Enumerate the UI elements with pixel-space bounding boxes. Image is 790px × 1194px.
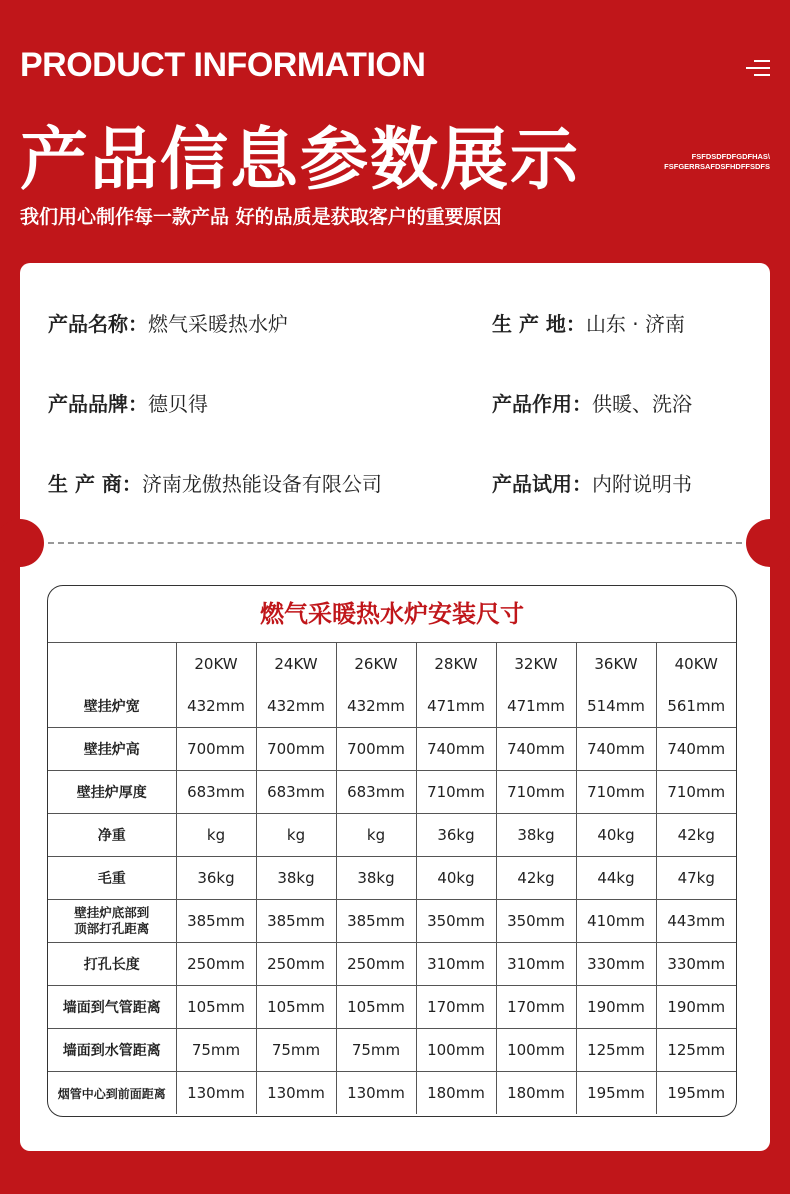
table-cell: 471mm [416,685,496,728]
table-cell: 432mm [336,685,416,728]
table-cell: 330mm [656,943,736,986]
table-cell: 40kg [416,857,496,900]
table-cell: 710mm [496,771,576,814]
table-header-cell: 40KW [674,655,718,673]
table-header-cell: 26KW [336,643,416,685]
table-cell: 42kg [496,857,576,900]
table-cell: 683mm [336,771,416,814]
table-title: 燃气采暖热水炉安装尺寸 [48,586,736,643]
table-cell: 40kg [576,814,656,857]
subtitle: 我们用心制作每一款产品 好的品质是获取客户的重要原因 [20,206,502,228]
info-use: 产品作用：供暖、洗浴 [492,392,692,416]
table-cell: 710mm [416,771,496,814]
table-cell: 100mm [416,1029,496,1072]
table-cell: 385mm [176,900,256,943]
table-cell: 125mm [656,1029,736,1072]
row-label: 壁挂炉底部到 顶部打孔距离 [48,900,176,943]
table-cell: 38kg [496,814,576,857]
table-cell: 75mm [176,1029,256,1072]
table-header-row [48,643,736,685]
info-trial: 产品试用：内附说明书 [492,472,692,496]
table-cell: 683mm [176,771,256,814]
table-cell: 170mm [416,986,496,1029]
table-cell: kg [336,814,416,857]
table-row [48,685,736,728]
table-cell: 36kg [416,814,496,857]
table-cell: 42kg [656,814,736,857]
table-cell: 385mm [336,900,416,943]
table-cell: 740mm [416,728,496,771]
table-row [48,814,736,857]
table-cell: 105mm [176,986,256,1029]
table-row [48,857,736,900]
menu-icon[interactable] [744,60,770,78]
row-label: 壁挂炉高 [48,728,176,771]
table-header-cell [48,643,176,685]
table-row [48,771,736,814]
info-manufacturer: 生 产 商：济南龙傲热能设备有限公司 [48,472,382,496]
row-label: 壁挂炉宽 [48,685,176,728]
table-row [48,900,736,943]
table-cell: 385mm [256,900,336,943]
table-header-cell: 20KW [176,643,256,685]
table-cell: 180mm [496,1072,576,1115]
spec-table [47,585,737,1117]
table-row [48,728,736,771]
table-cell: 740mm [656,728,736,771]
table-header-cell: 32KW [496,643,576,685]
row-label: 墙面到水管距离 [48,1029,176,1072]
page-title: 产品信息参数展示 [20,121,581,200]
table-cell: 432mm [176,685,256,728]
info-brand: 产品品牌：德贝得 [48,392,208,416]
table-cell: 38kg [336,857,416,900]
table-cell: 561mm [656,685,736,728]
table-cell: 710mm [576,771,656,814]
table-row [48,1072,736,1115]
table-cell: 700mm [176,728,256,771]
table-cell: 105mm [256,986,336,1029]
table-cell: 38kg [256,857,336,900]
table-cell: 130mm [176,1072,256,1115]
table-cell: 195mm [576,1072,656,1115]
table-cell: 471mm [496,685,576,728]
row-label: 净重 [48,814,176,857]
table-cell: kg [176,814,256,857]
table-cell: kg [256,814,336,857]
row-label: 烟管中心到前面距离 [48,1072,176,1115]
table-cell: 683mm [256,771,336,814]
table-cell: 250mm [176,943,256,986]
table-cell: 740mm [496,728,576,771]
table-cell: 350mm [416,900,496,943]
table-cell: 180mm [416,1072,496,1115]
table-cell: 105mm [336,986,416,1029]
table-cell: 700mm [336,728,416,771]
table-row [48,1029,736,1072]
table-cell: 195mm [667,1084,726,1102]
table-cell: 310mm [496,943,576,986]
table-cell: 514mm [576,685,656,728]
table-cell: 47kg [656,857,736,900]
table-cell: 330mm [576,943,656,986]
table-cell: 740mm [576,728,656,771]
table-cell: 710mm [656,771,736,814]
table-cell: 350mm [496,900,576,943]
table-header-cell: 24KW [256,643,336,685]
decorative-text: FSFDSDFDFGDFHAS\ FSFGERRSAFDSFHDFFSDFS [664,152,770,171]
table-cell: 310mm [416,943,496,986]
table-row [48,943,736,986]
table-cell: 250mm [336,943,416,986]
table-cell: 170mm [496,986,576,1029]
card-notch-left [0,519,44,567]
english-title: PRODUCT INFORMATION [20,46,426,84]
table-cell: 75mm [256,1029,336,1072]
table-header-cell: 28KW [416,643,496,685]
row-label: 毛重 [48,857,176,900]
table-cell: 700mm [256,728,336,771]
row-label: 墙面到气管距离 [48,986,176,1029]
table-header-cell: 36KW [576,643,656,685]
table-cell: 190mm [576,986,656,1029]
dashed-divider [48,542,742,544]
table-cell: 100mm [496,1029,576,1072]
table-cell: 75mm [336,1029,416,1072]
info-card [20,263,770,1151]
info-product-name: 产品名称：燃气采暖热水炉 [48,312,288,336]
info-origin: 生 产 地：山东 · 济南 [492,312,686,336]
table-cell: 443mm [656,900,736,943]
row-label: 壁挂炉厚度 [48,771,176,814]
table-cell: 250mm [256,943,336,986]
table-cell: 130mm [256,1072,336,1115]
row-label: 打孔长度 [48,943,176,986]
table-row [48,986,736,1029]
table-cell: 44kg [576,857,656,900]
card-notch-right [746,519,790,567]
table-cell: 130mm [336,1072,416,1115]
table-cell: 432mm [256,685,336,728]
table-cell: 190mm [656,986,736,1029]
table-cell: 36kg [176,857,256,900]
table-cell: 410mm [576,900,656,943]
table-cell: 125mm [576,1029,656,1072]
